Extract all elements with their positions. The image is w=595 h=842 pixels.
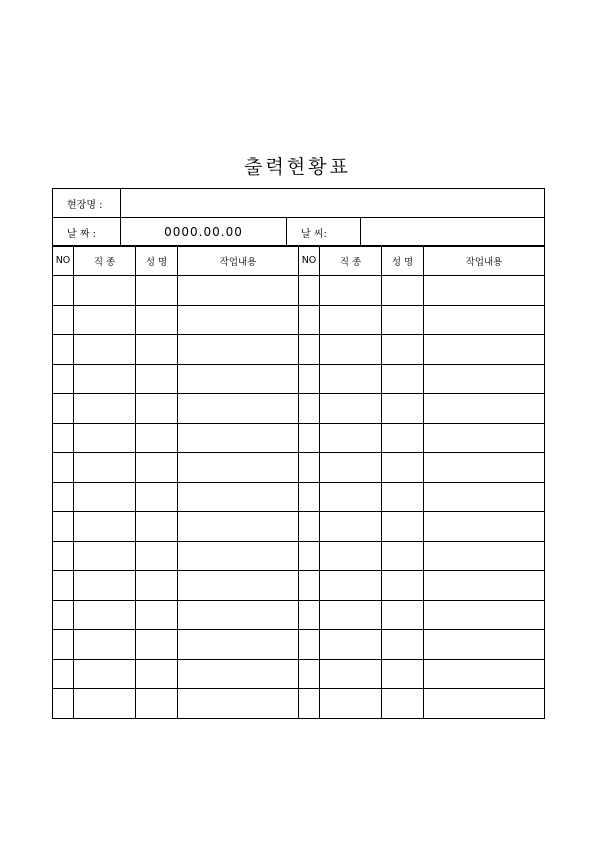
cell-job-left[interactable]: [74, 276, 136, 306]
cell-work-left[interactable]: [178, 482, 299, 512]
cell-work-right[interactable]: [424, 482, 545, 512]
cell-work-left[interactable]: [178, 453, 299, 483]
cell-name-left[interactable]: [136, 335, 178, 365]
table-row: [53, 453, 545, 483]
cell-job-left[interactable]: [74, 394, 136, 424]
table-body: [53, 276, 545, 719]
cell-job-right[interactable]: [320, 512, 382, 542]
cell-job-right[interactable]: [320, 482, 382, 512]
table-row: [53, 364, 545, 394]
cell-name-left[interactable]: [136, 571, 178, 601]
cell-work-right[interactable]: [424, 600, 545, 630]
cell-work-left[interactable]: [178, 305, 299, 335]
cell-name-right[interactable]: [382, 364, 424, 394]
cell-no-right[interactable]: [299, 512, 320, 542]
cell-work-left[interactable]: [178, 335, 299, 365]
cell-name-left[interactable]: [136, 276, 178, 306]
cell-no-left[interactable]: [53, 512, 74, 542]
cell-no-right[interactable]: [299, 659, 320, 689]
cell-work-left[interactable]: [178, 630, 299, 660]
cell-name-right[interactable]: [382, 600, 424, 630]
cell-job-left[interactable]: [74, 335, 136, 365]
table-row: [53, 630, 545, 660]
cell-work-left[interactable]: [178, 512, 299, 542]
col-name-right: 성 명: [382, 246, 424, 276]
cell-name-right[interactable]: [382, 512, 424, 542]
cell-name-right[interactable]: [382, 571, 424, 601]
cell-work-right[interactable]: [424, 512, 545, 542]
cell-job-left[interactable]: [74, 364, 136, 394]
table-row: [53, 689, 545, 719]
cell-work-right[interactable]: [424, 276, 545, 306]
cell-no-right[interactable]: [299, 305, 320, 335]
cell-job-right[interactable]: [320, 453, 382, 483]
col-job-right: 직 종: [320, 246, 382, 276]
cell-name-left[interactable]: [136, 305, 178, 335]
table-row: [53, 512, 545, 542]
cell-no-left[interactable]: [53, 394, 74, 424]
weather-field[interactable]: [361, 218, 545, 247]
cell-no-right[interactable]: [299, 482, 320, 512]
cell-job-left[interactable]: [74, 305, 136, 335]
cell-no-right[interactable]: [299, 423, 320, 453]
workforce-table: [52, 245, 545, 719]
cell-name-right[interactable]: [382, 276, 424, 306]
cell-name-left[interactable]: [136, 394, 178, 424]
date-field[interactable]: 0000.00.00: [121, 218, 287, 247]
cell-name-left[interactable]: [136, 423, 178, 453]
cell-name-left[interactable]: [136, 364, 178, 394]
site-label: 현장명 :: [53, 189, 121, 218]
cell-work-right[interactable]: [424, 335, 545, 365]
cell-no-left[interactable]: [53, 335, 74, 365]
cell-name-right[interactable]: [382, 423, 424, 453]
table-row: [53, 305, 545, 335]
table-row: [53, 394, 545, 424]
cell-name-right[interactable]: [382, 659, 424, 689]
site-row: [53, 189, 545, 218]
cell-name-left[interactable]: [136, 689, 178, 719]
cell-name-left[interactable]: [136, 600, 178, 630]
cell-no-left[interactable]: [53, 276, 74, 306]
cell-job-right[interactable]: [320, 423, 382, 453]
cell-work-right[interactable]: [424, 305, 545, 335]
cell-job-left[interactable]: [74, 571, 136, 601]
cell-job-right[interactable]: [320, 305, 382, 335]
cell-name-left[interactable]: [136, 512, 178, 542]
cell-no-left[interactable]: [53, 571, 74, 601]
cell-name-left[interactable]: [136, 541, 178, 571]
col-no-right: NO: [299, 246, 320, 276]
cell-work-left[interactable]: [178, 394, 299, 424]
cell-name-left[interactable]: [136, 659, 178, 689]
info-table: [52, 188, 545, 247]
table-row: [53, 600, 545, 630]
table-row: [53, 482, 545, 512]
cell-job-left[interactable]: [74, 659, 136, 689]
cell-work-left[interactable]: [178, 541, 299, 571]
cell-job-right[interactable]: [320, 689, 382, 719]
cell-name-right[interactable]: [382, 541, 424, 571]
cell-no-left[interactable]: [53, 364, 74, 394]
col-work-left: 작업내용: [178, 246, 299, 276]
page-title: 출력현황표: [244, 156, 351, 178]
cell-name-right[interactable]: [382, 482, 424, 512]
cell-name-right[interactable]: [382, 453, 424, 483]
cell-no-left[interactable]: [53, 659, 74, 689]
col-no-left: NO: [53, 246, 74, 276]
table-row: [53, 571, 545, 601]
cell-no-left[interactable]: [53, 689, 74, 719]
cell-no-left[interactable]: [53, 453, 74, 483]
cell-name-right[interactable]: [382, 305, 424, 335]
col-work-right: 작업내용: [424, 246, 545, 276]
cell-work-left[interactable]: [178, 659, 299, 689]
cell-name-left[interactable]: [136, 453, 178, 483]
cell-work-right[interactable]: [424, 630, 545, 660]
cell-job-left[interactable]: [74, 541, 136, 571]
cell-no-right[interactable]: [299, 276, 320, 306]
weather-label: 날 씨:: [287, 218, 361, 247]
cell-job-right[interactable]: [320, 541, 382, 571]
cell-job-right[interactable]: [320, 571, 382, 601]
date-row: [53, 218, 545, 247]
cell-work-right[interactable]: [424, 571, 545, 601]
cell-job-left[interactable]: [74, 600, 136, 630]
cell-work-left[interactable]: [178, 364, 299, 394]
cell-no-left[interactable]: [53, 630, 74, 660]
cell-no-left[interactable]: [53, 541, 74, 571]
cell-job-left[interactable]: [74, 423, 136, 453]
cell-job-right[interactable]: [320, 659, 382, 689]
cell-job-left[interactable]: [74, 630, 136, 660]
cell-no-right[interactable]: [299, 453, 320, 483]
cell-job-left[interactable]: [74, 689, 136, 719]
cell-work-left[interactable]: [178, 689, 299, 719]
cell-name-right[interactable]: [382, 394, 424, 424]
cell-work-right[interactable]: [424, 689, 545, 719]
cell-job-right[interactable]: [320, 394, 382, 424]
cell-name-left[interactable]: [136, 482, 178, 512]
cell-no-left[interactable]: [53, 482, 74, 512]
cell-work-right[interactable]: [424, 453, 545, 483]
cell-job-right[interactable]: [320, 364, 382, 394]
cell-work-right[interactable]: [424, 394, 545, 424]
table-row: [53, 276, 545, 306]
table-row: [53, 335, 545, 365]
cell-work-left[interactable]: [178, 423, 299, 453]
cell-no-right[interactable]: [299, 571, 320, 601]
col-name-left: 성 명: [136, 246, 178, 276]
cell-job-left[interactable]: [74, 453, 136, 483]
cell-work-right[interactable]: [424, 423, 545, 453]
cell-job-right[interactable]: [320, 600, 382, 630]
cell-name-left[interactable]: [136, 630, 178, 660]
cell-job-right[interactable]: [320, 630, 382, 660]
cell-name-right[interactable]: [382, 335, 424, 365]
cell-no-right[interactable]: [299, 600, 320, 630]
cell-name-right[interactable]: [382, 630, 424, 660]
cell-work-right[interactable]: [424, 659, 545, 689]
cell-no-right[interactable]: [299, 364, 320, 394]
cell-work-left[interactable]: [178, 276, 299, 306]
cell-no-right[interactable]: [299, 541, 320, 571]
cell-no-left[interactable]: [53, 600, 74, 630]
col-job-left: 직 종: [74, 246, 136, 276]
cell-work-right[interactable]: [424, 364, 545, 394]
cell-no-right[interactable]: [299, 394, 320, 424]
cell-no-left[interactable]: [53, 423, 74, 453]
cell-work-right[interactable]: [424, 541, 545, 571]
cell-no-right[interactable]: [299, 630, 320, 660]
cell-no-right[interactable]: [299, 335, 320, 365]
table-row: [53, 541, 545, 571]
cell-job-left[interactable]: [74, 512, 136, 542]
table-row: [53, 659, 545, 689]
cell-job-right[interactable]: [320, 335, 382, 365]
cell-work-left[interactable]: [178, 600, 299, 630]
cell-name-right[interactable]: [382, 689, 424, 719]
cell-job-left[interactable]: [74, 482, 136, 512]
date-label: 날 짜 :: [53, 218, 121, 247]
cell-job-right[interactable]: [320, 276, 382, 306]
table-row: [53, 423, 545, 453]
header-row: [53, 246, 545, 276]
cell-no-right[interactable]: [299, 689, 320, 719]
cell-no-left[interactable]: [53, 305, 74, 335]
site-field[interactable]: [121, 189, 545, 218]
cell-work-left[interactable]: [178, 571, 299, 601]
